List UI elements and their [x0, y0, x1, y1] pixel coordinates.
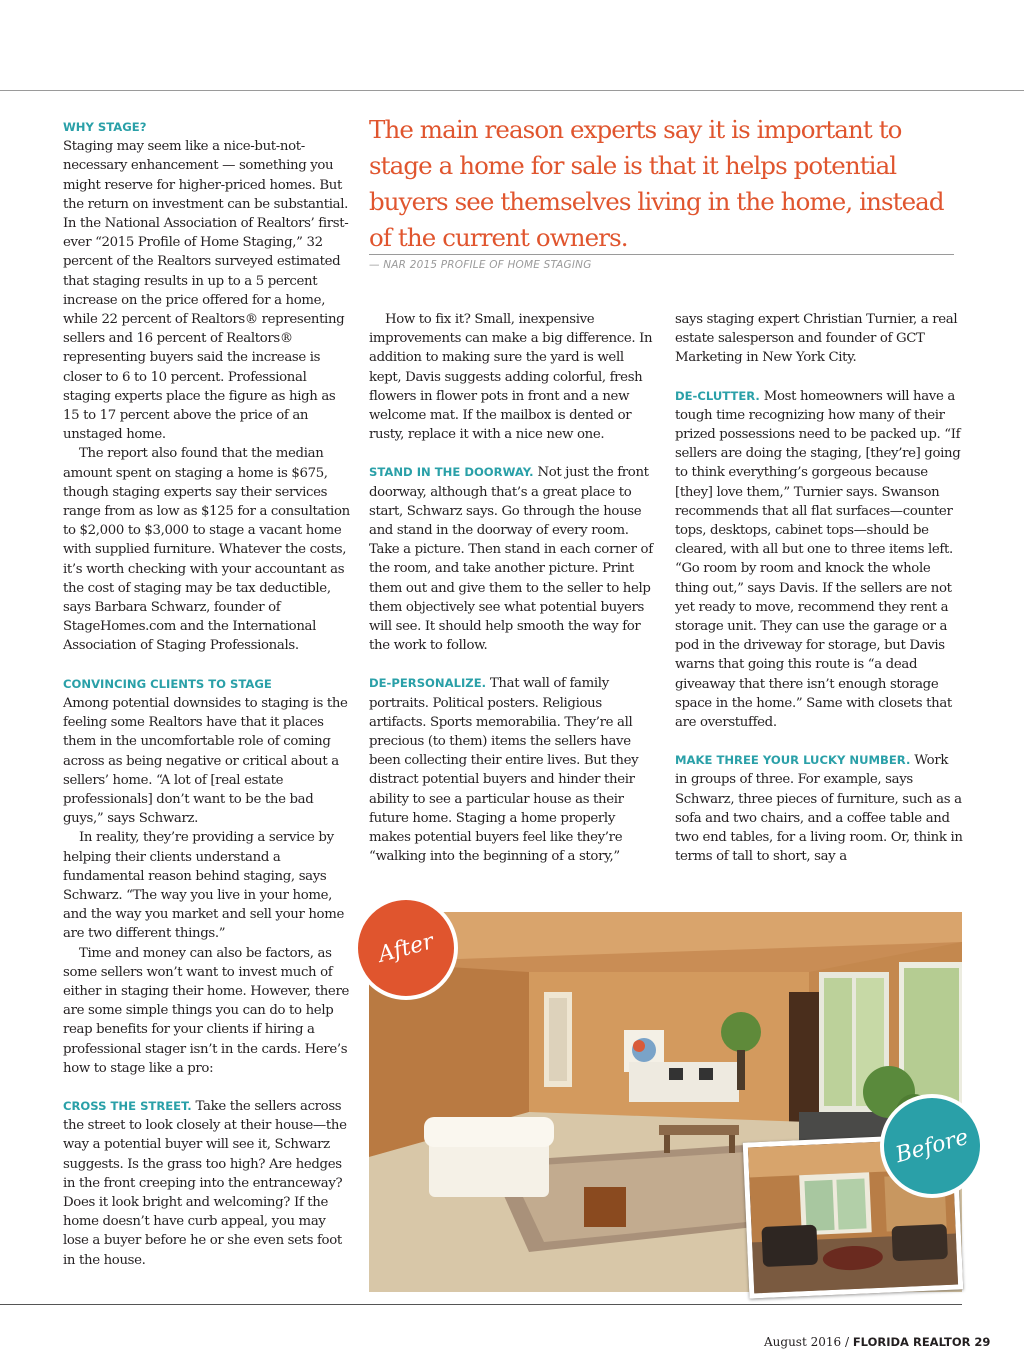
pull-quote-source: — NAR 2015 PROFILE OF HOME STAGING: [369, 259, 592, 271]
column-1: [63, 118, 353, 1270]
paragraph: MAKE THREE YOUR LUCKY NUMBER. Work in groups of three. For example, says Schwarz, three pieces of furniture, such as a sofa and two chairs, and a coffee table and two end tables, for a living room. Or, think in terms of tall to short, say a: [675, 753, 963, 865]
top-rule: [0, 90, 1024, 91]
paragraph: In reality, they’re providing a service by helping their clients understand a fundamental reason behind staging, says Schwarz. “The way you live in your home, and the way you market and sell your home are two different things.”: [63, 830, 344, 942]
page-number: 29: [974, 1335, 991, 1349]
after-label: After: [375, 928, 437, 968]
footer-date: August 2016 /: [764, 1335, 849, 1349]
bottom-rule: [0, 1304, 962, 1305]
paragraph: Staging may seem like a nice-but-not-necessary enhancement — something you might reserve for higher-priced homes. But the return on investment can be substantial. In the National Association of Realtors’ first-ever “2015 Profile of Home Staging,” 32 percent of the Realtors surveyed estimated that staging results in up to a 5 percent increase on the price offered for a home, while 22 percent of Realtors® representing sellers and 16 percent of Realtors® representing buyers said the increase is closer to 6 to 10 percent. Professional staging experts place the figure as high as 15 to 17 percent above the price of an unstaged home.: [63, 139, 349, 443]
after-badge: [354, 896, 458, 1000]
paragraph: DE-PERSONALIZE. That wall of family portraits. Political posters. Religious artifacts. Sports memorabilia. They’re all precious (to them) items the sellers have been collecting their entire lives. But they distract potential buyers and hinder their ability to see a particular house as their future home. Staging a home properly makes potential buyers feel like they’re “walking into the beginning of a story,”: [369, 676, 639, 865]
run-in-head-depersonalize: DE-PERSONALIZE.: [369, 676, 487, 691]
paragraph: Time and money can also be factors, as some sellers won’t want to invest much of either in staging their home. However, there are some simple things you can do to help reap benefits for your clients if hiring a professional stager isn’t in the cards. Here’s how to stage like a pro:: [63, 945, 349, 1076]
run-in-head-three: MAKE THREE YOUR LUCKY NUMBER.: [675, 753, 911, 768]
before-badge: [880, 1094, 984, 1198]
page-footer: [764, 1335, 990, 1349]
run-in-head-doorway: STAND IN THE DOORWAY.: [369, 465, 534, 480]
column-2: [369, 310, 658, 866]
paragraph: STAND IN THE DOORWAY. Not just the front doorway, although that’s a great place to start, Schwarz says. Go through the house and stand in the doorway of every room. Take a picture. Then stand in each corner of the room, and take another picture. Print them out and give them to the seller to help them objectively see what potential buyers will see. It should help smooth the way for the work to follow.: [369, 465, 653, 654]
column-3: [675, 310, 964, 866]
paragraph: DE-CLUTTER. Most homeowners will have a tough time recognizing how many of their prized possessions need to be packed up. “If sellers are doing the staging, [they’re] going to think everything’s gorgeous because [they] love them,” Turnier says. Swanson recommends that all flat surfaces—counter tops, desktops, cabinet tops—should be cleared, with all but one to three items left. “Go room by room and knock the whole thing out,” says Davis. If the sellers are not yet ready to move, recommend they rent a storage unit. They can use the garage or a pod in the driveway for storage, but Davis warns that going this route is “a dead giveaway that there isn’t enough storage space in the home.” Same with closets that are overstuffed.: [675, 388, 961, 731]
paragraph: The report also found that the median amount spent on staging a home is $675, though staging experts say their services range from as low as $125 for a consultation to $2,000 to $3,000 to stage a vacant home with supplied furniture. Whatever the costs, it’s worth checking with your accountant as the cost of staging may be tax deductible, says Barbara Schwarz, founder of StageHomes.com and the International Association of Staging Professionals.: [63, 446, 350, 654]
paragraph: Among potential downsides to staging is the feeling some Realtors have that it places them in the uncomfortable role of coming across as being negative or critical about a sellers’ home. “A lot of [real estate professionals] don’t want to be the bad guys,” says Schwarz.: [63, 695, 348, 827]
section-head-why-stage: WHY STAGE?: [63, 120, 147, 134]
paragraph: CROSS THE STREET. Take the sellers across the street to look closely at their house—the way a potential buyer will see it, Schwarz suggests. Is the grass too high? Are hedges in the front creeping into the entranceway? Does it look bright and welcoming? If the home doesn’t have curb appeal, you may lose a buyer before he or she even sets foot in the house.: [63, 1098, 347, 1268]
run-in-head-cross-street: CROSS THE STREET.: [63, 1098, 192, 1113]
section-head-convincing: CONVINCING CLIENTS TO STAGE: [63, 676, 272, 691]
pull-quote-rule: [369, 254, 954, 255]
run-in-head-declutter: DE-CLUTTER.: [675, 388, 760, 403]
paragraph: How to fix it? Small, inexpensive improvements can make a big difference. In addition to making sure the yard is well kept, Davis suggests adding colorful, fresh flowers in flower pots in front and a new welcome mat. If the mailbox is dented or rusty, replace it with a nice new one.: [369, 312, 653, 443]
footer-magazine: FLORIDA REALTOR: [852, 1335, 971, 1349]
paragraph: says staging expert Christian Turnier, a real estate salesperson and founder of GCT Marketing in New York City.: [675, 312, 958, 366]
pull-quote: The main reason experts say it is important to stage a home for sale is that it helps potential buyers see themselves living in the home, instead of the current owners.: [369, 115, 944, 252]
before-label: Before: [892, 1124, 972, 1168]
